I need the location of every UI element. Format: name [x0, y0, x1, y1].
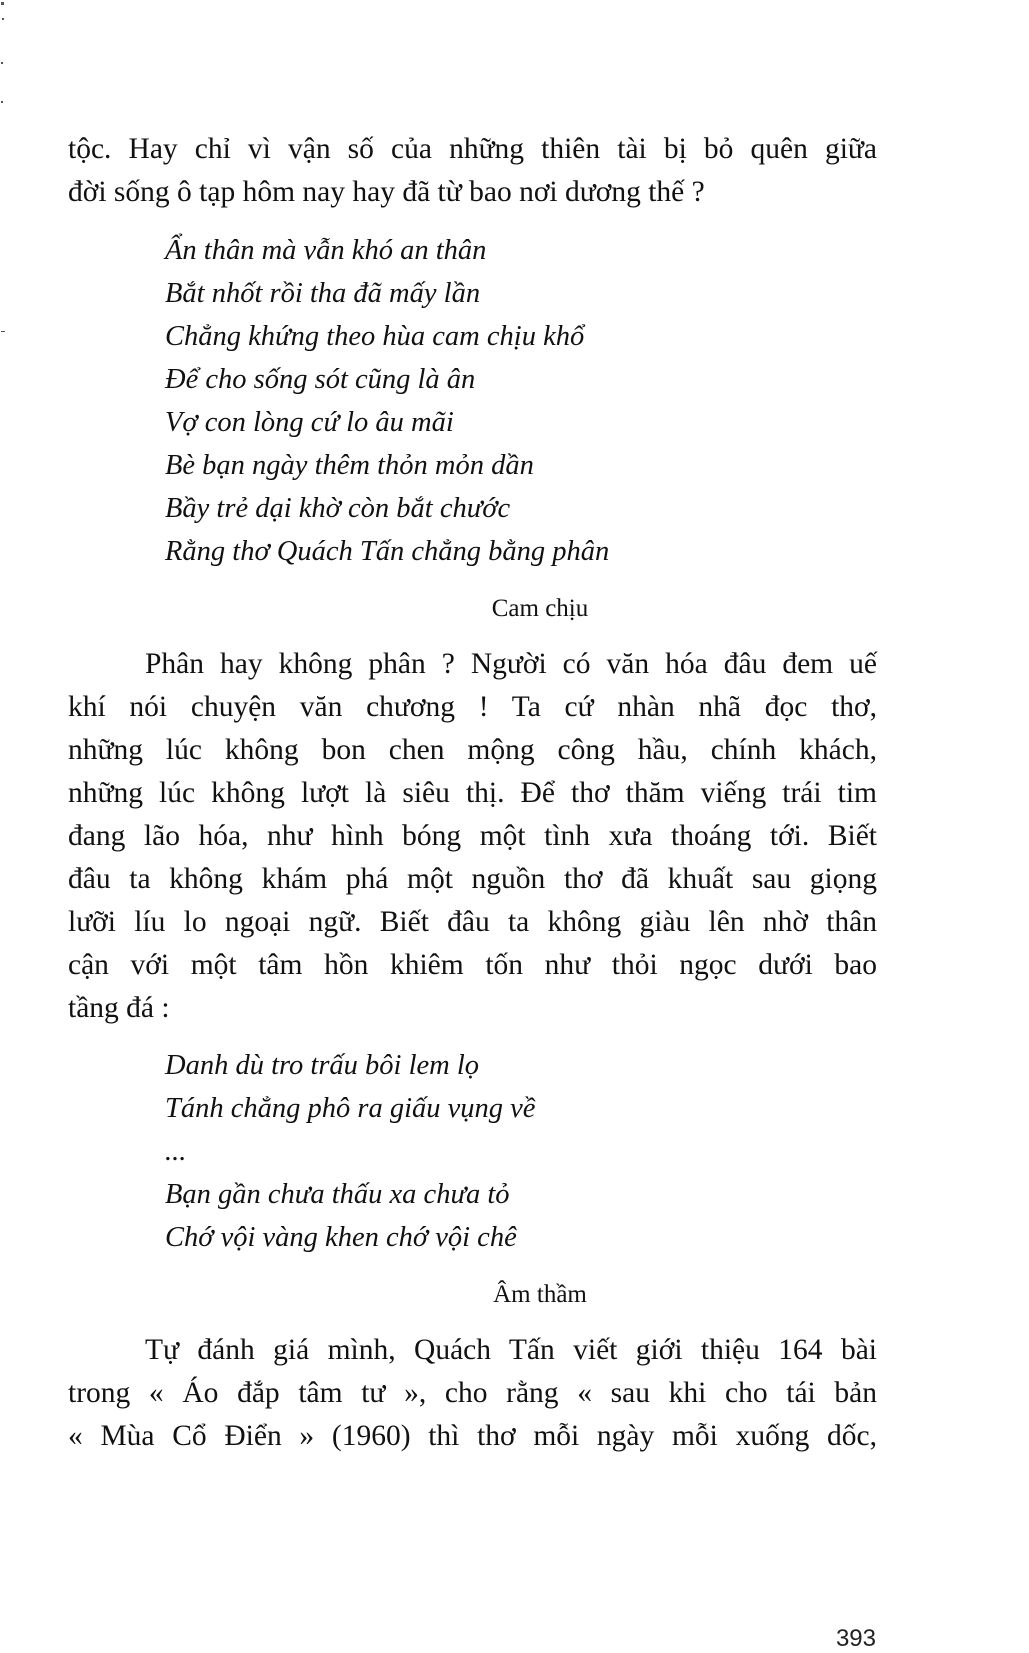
poem-1-title: Cam chịu	[491, 595, 589, 622]
page-number: 393	[835, 1625, 876, 1652]
poem-1-line: Chẳng khứng theo hùa cam chịu khổ	[165, 321, 585, 352]
paragraph-1-line: đời sống ô tạp hôm nay hay đã từ bao nơi dương thế ?	[68, 176, 705, 208]
poem-2-line: Bạn gần chưa thấu xa chưa tỏ	[165, 1179, 510, 1210]
poem-1-line: Bè bạn ngày thêm thỏn mỏn dần	[165, 450, 534, 481]
paragraph-3-line: Tự đánh giá mình, Quách Tấn viết giới thiệu 164 bài	[145, 1334, 877, 1366]
scan-speck	[1, 101, 3, 103]
paragraph-2-line: cận với một tâm hồn khiêm tốn như thỏi ngọc dưới bao	[68, 949, 877, 981]
paragraph-2-line: lưỡi líu lo ngoại ngữ. Biết đâu ta không giàu lên nhờ thân	[68, 906, 877, 938]
poem-2-line: Tánh chẳng phô ra giấu vụng về	[165, 1093, 536, 1124]
scan-speck	[1, 62, 3, 64]
paragraph-2-line: đang lão hóa, như hình bóng một tình xưa thoáng tới. Biết	[68, 820, 877, 852]
scan-speck	[2, 18, 4, 20]
paragraph-3-line: « Mùa Cổ Điển » (1960) thì thơ mỗi ngày mỗi xuống dốc,	[68, 1420, 877, 1452]
poem-2-title: Âm thầm	[493, 1281, 587, 1308]
poem-2-line: Danh dù tro trấu bôi lem lọ	[165, 1050, 480, 1081]
paragraph-2-line: đâu ta không khám phá một nguồn thơ đã khuất sau giọng	[68, 863, 877, 895]
scan-speck	[1, 331, 5, 332]
poem-1-line: Bắt nhốt rồi tha đã mấy lần	[165, 278, 481, 309]
poem-1-line: Rằng thơ Quách Tấn chẳng bằng phân	[165, 536, 610, 567]
paragraph-3-line: trong « Áo đắp tâm tư », cho rằng « sau khi cho tái bản	[68, 1377, 877, 1409]
paragraph-2-line: khí nói chuyện văn chương ! Ta cứ nhàn nhã đọc thơ,	[68, 691, 877, 723]
paragraph-2-line: Phân hay không phân ? Người có văn hóa đâu đem uế	[145, 648, 877, 680]
poem-2-ellipsis: ...	[165, 1136, 187, 1167]
poem-1-line: Bầy trẻ dại khờ còn bắt chước	[165, 493, 511, 524]
poem-2-line: Chớ vội vàng khen chớ vội chê	[165, 1222, 517, 1253]
paragraph-1-line: tộc. Hay chỉ vì vận số của những thiên tài bị bỏ quên giữa	[68, 133, 877, 165]
paragraph-2-line: tầng đá :	[68, 992, 170, 1024]
scan-speck	[1, 2, 4, 5]
poem-1-line: Để cho sống sót cũng là ân	[165, 364, 476, 395]
paragraph-2-line: những lúc không bon chen mộng công hầu, chính khách,	[68, 734, 877, 766]
poem-1-line: Ẩn thân mà vẫn khó an thân	[165, 235, 487, 266]
poem-1-line: Vợ con lòng cứ lo âu mãi	[165, 407, 454, 438]
paragraph-2-line: những lúc không lượt là siêu thị. Để thơ thăm viếng trái tim	[68, 777, 877, 809]
